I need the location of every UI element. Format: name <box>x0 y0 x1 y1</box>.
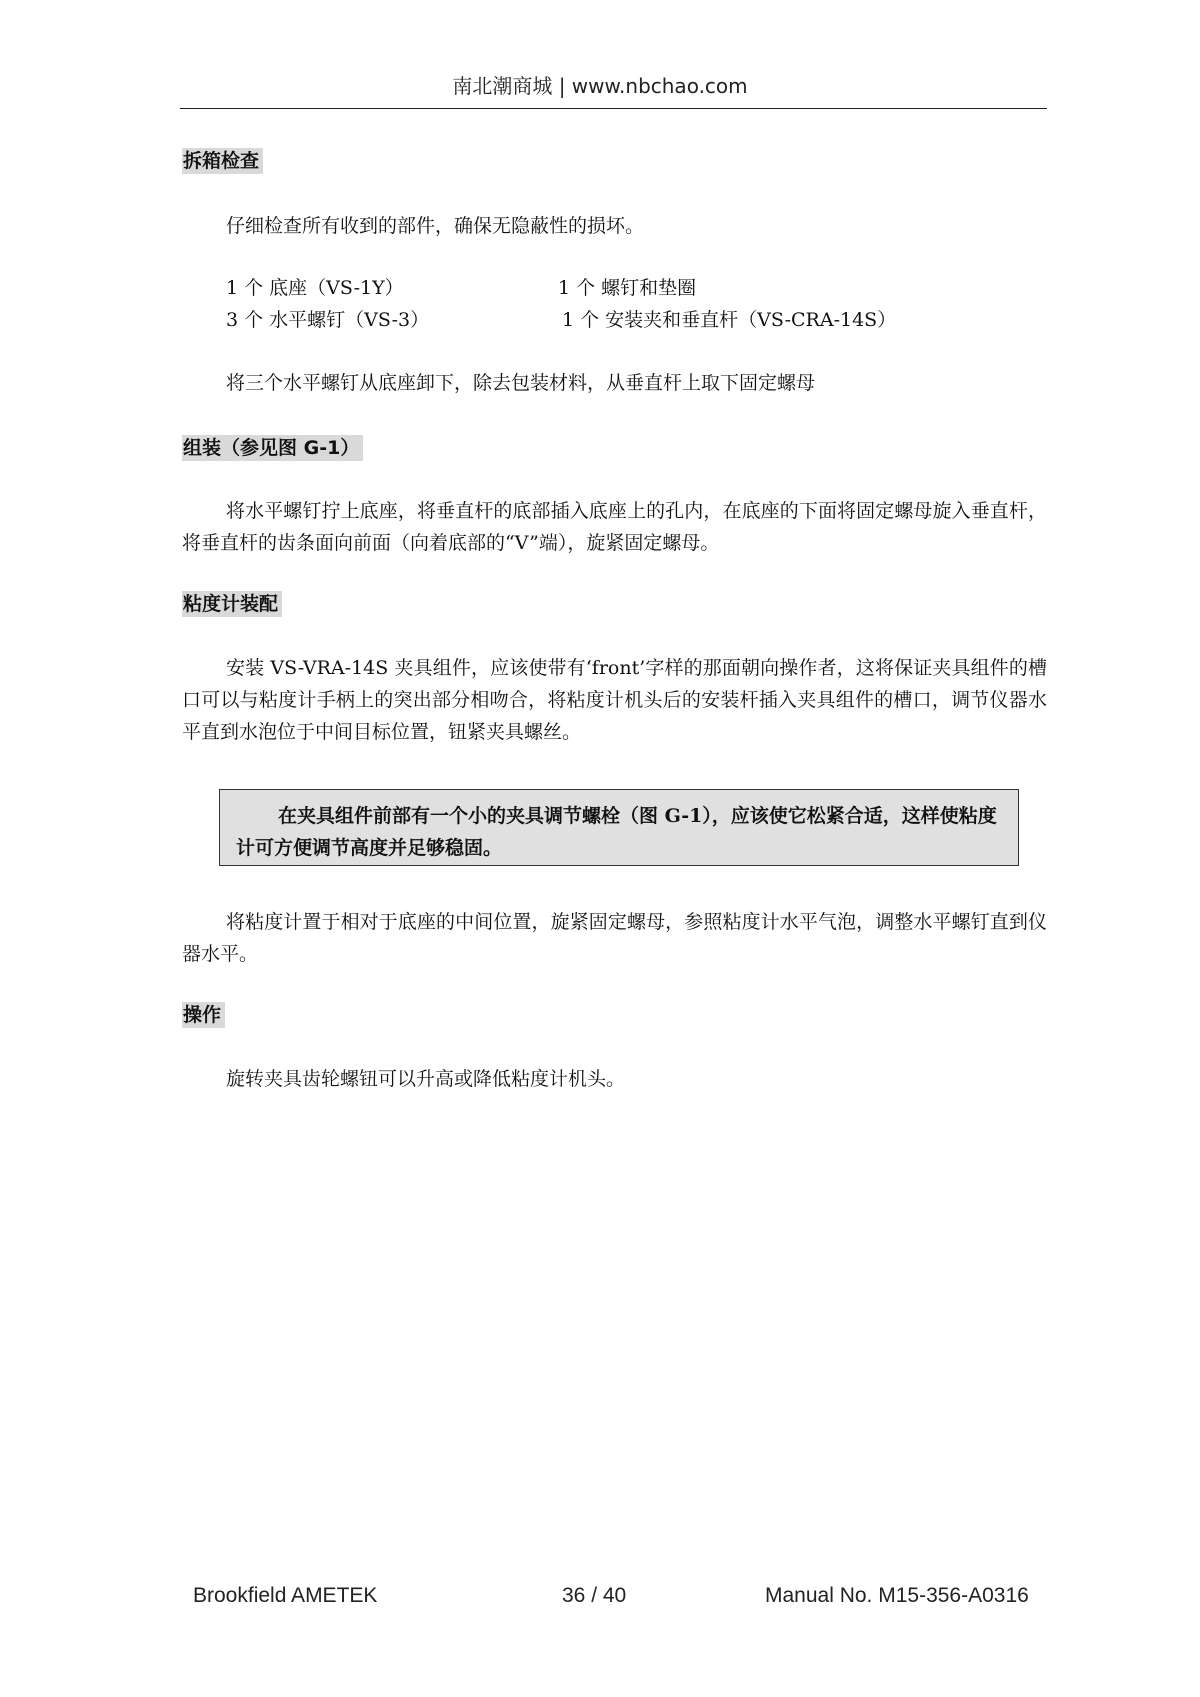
footer-page-number: 36 / 40 <box>562 1584 627 1607</box>
heading-assembly: 组装（参见图 G-1） <box>182 435 363 461</box>
header-divider <box>180 108 1047 109</box>
note-text: 在夹具组件前部有一个小的夹具调节螺栓（图 G-1），应该使它松紧合适，这样使粘度计可方便调节高度并足够稳固。 <box>236 805 997 859</box>
item-screws-washers: 1 个 螺钉和垫圈 <box>558 277 697 299</box>
viscometer-text-2: 将粘度计置于相对于底座的中间位置，旋紧固定螺母，参照粘度计水平气泡，调整水平螺钉直到仪器水平。 <box>182 911 1047 965</box>
item-clamp-rod: 1 个 安装夹和垂直杆（VS-CRA-14S） <box>562 309 897 331</box>
footer-manual-number: Manual No. M15-356-A0316 <box>765 1584 1029 1607</box>
item-base: 1 个 底座（VS-1Y） <box>226 277 404 299</box>
note-box <box>219 789 1019 866</box>
unpacking-instruction: 将三个水平螺钉从底座卸下，除去包装材料，从垂直杆上取下固定螺母 <box>226 372 816 394</box>
footer-company: Brookfield AMETEK <box>193 1584 378 1607</box>
assembly-text: 将水平螺钉拧上底座，将垂直杆的底部插入底座上的孔内，在底座的下面将固定螺母旋入垂直杆，将垂直杆的齿条面向前面（向着底部的“V”端），旋紧固定螺母。 <box>182 500 1047 554</box>
heading-operation: 操作 <box>182 1002 225 1028</box>
heading-unpacking: 拆箱检查 <box>182 148 263 174</box>
item-level-screws: 3 个 水平螺钉（VS-3） <box>226 309 430 331</box>
viscometer-text: 安装 VS-VRA-14S 夹具组件，应该使带有‘front’字样的那面朝向操作者，这将保证夹具组件的槽口可以与粘度计手柄上的突出部分相吻合，将粘度计机头后的安装杆插入夹具组件的槽口，调节仪器水平直到水泡位于中间目标位置，钮紧夹具螺丝。 <box>182 657 1047 743</box>
page-header: 南北潮商城 | www.nbchao.com <box>452 74 748 98</box>
unpacking-intro: 仔细检查所有收到的部件，确保无隐蔽性的损坏。 <box>226 215 645 237</box>
heading-viscometer: 粘度计装配 <box>182 591 282 617</box>
operation-text: 旋转夹具齿轮螺钮可以升高或降低粘度计机头。 <box>226 1068 626 1090</box>
